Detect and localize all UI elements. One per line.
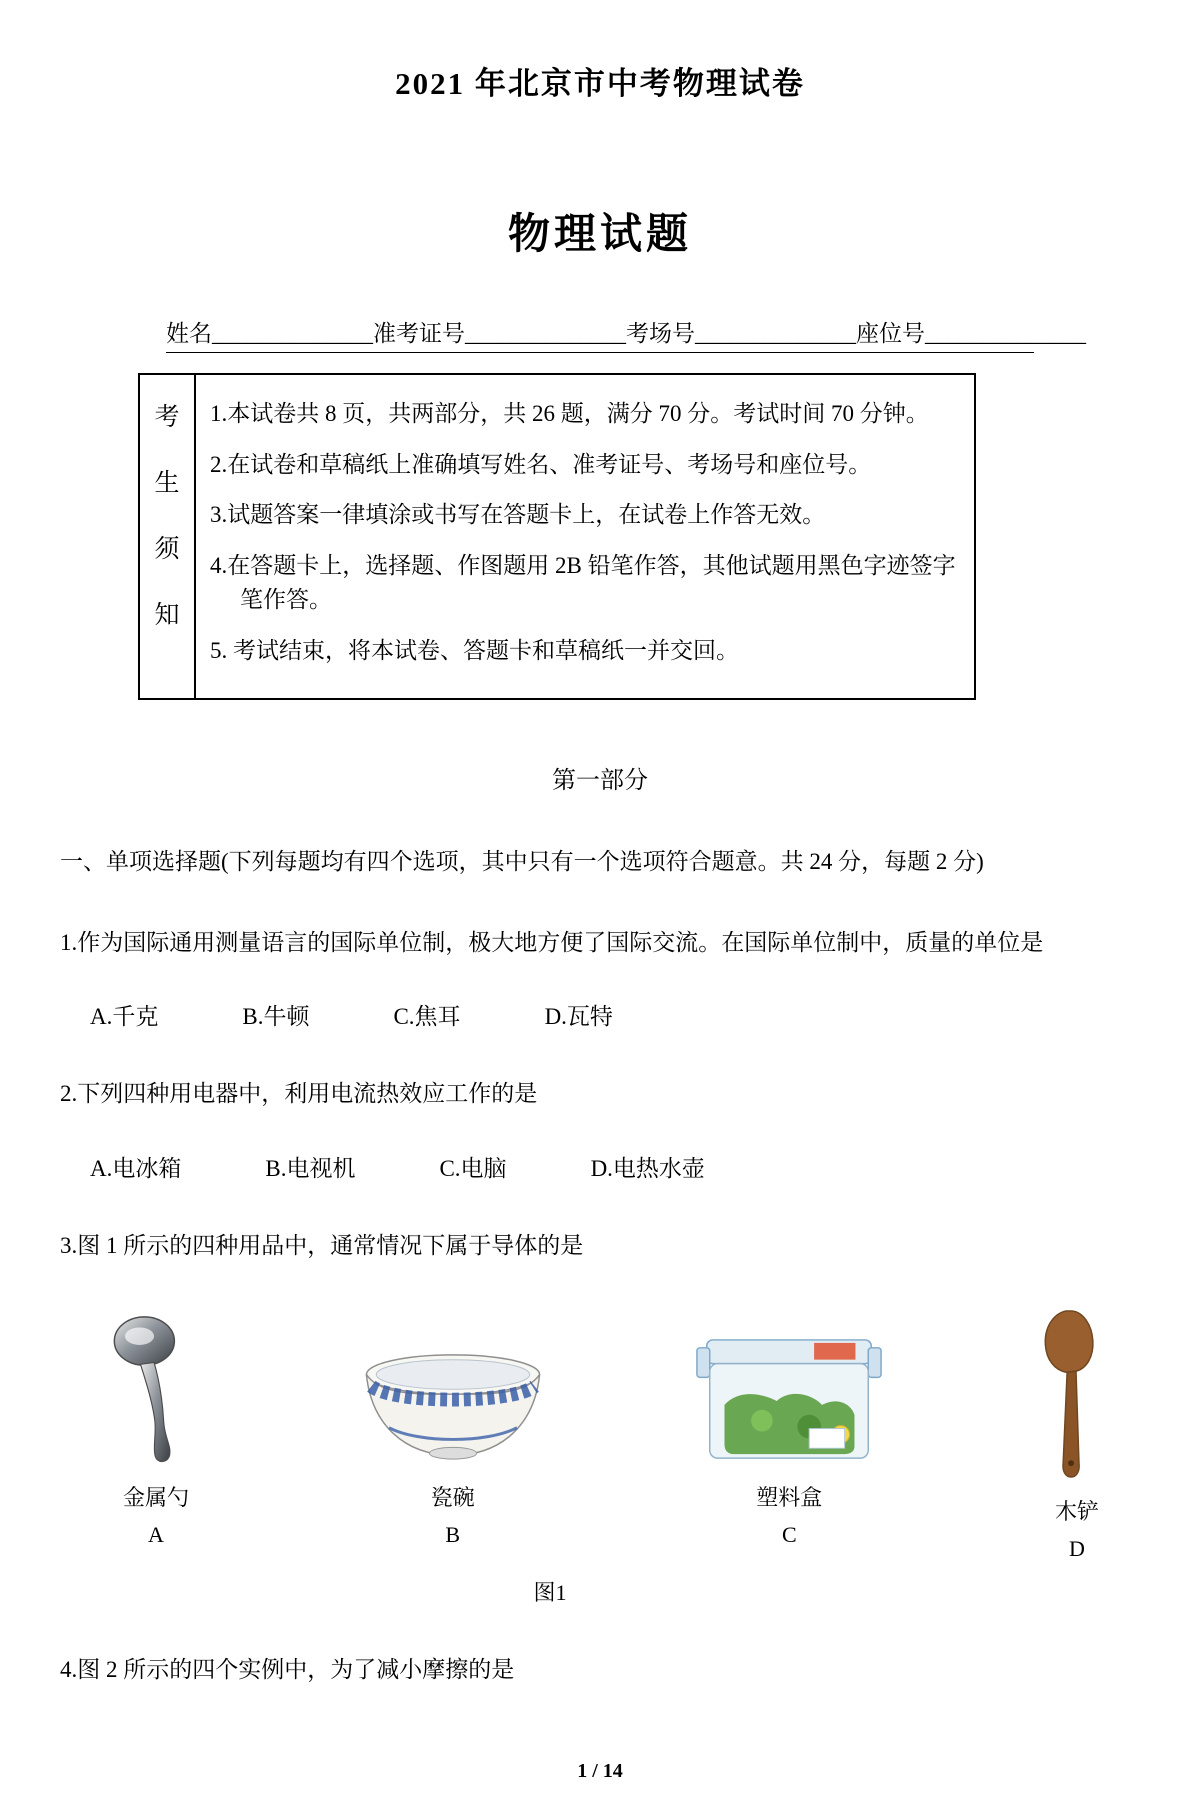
- doc-title: 2021 年北京市中考物理试卷: [395, 66, 805, 101]
- figure-item-label: 瓷碗: [430, 1485, 475, 1510]
- notice-side-label: [140, 375, 196, 698]
- room-blank: ______________: [695, 321, 856, 346]
- seat-blank: ______________: [925, 321, 1086, 346]
- figure-item-letter: D: [1069, 1536, 1085, 1561]
- porcelain-bowl-image: [359, 1299, 547, 1467]
- figure-item-label: 塑料盒: [756, 1485, 823, 1510]
- option-b: B.电视机: [265, 1155, 356, 1181]
- wooden-spatula-image: [1032, 1299, 1122, 1481]
- question-4-stem: 4.图 2 所示的四个实例中，为了减小摩擦的是: [60, 1657, 515, 1682]
- option-c: C.焦耳: [393, 1004, 461, 1029]
- notice-item: 5. 考试结束，将本试卷、答题卡和草稿纸一并交回。: [210, 637, 739, 663]
- part1-heading: 第一部分: [552, 768, 648, 794]
- plastic-box-image: [693, 1299, 885, 1467]
- figure-item-d: [1032, 1299, 1122, 1562]
- notice-side-char: 生: [154, 470, 180, 497]
- candidate-fields-row: [166, 315, 1086, 353]
- option-d: D.瓦特: [544, 1004, 613, 1029]
- option-d: D.电热水壶: [590, 1155, 705, 1181]
- room-field: [626, 315, 856, 348]
- notice-side-char: 考: [154, 404, 180, 431]
- question-2-options: [90, 1150, 1140, 1183]
- metal-spoon-icon: [100, 1312, 212, 1467]
- notice-item: 3.试题答案一律填涂或书写在答题卡上，在试卷上作答无效。: [210, 502, 826, 527]
- exam-id-blank: ______________: [465, 321, 626, 346]
- option-c: C.电脑: [439, 1155, 507, 1181]
- room-label: 考场号: [626, 321, 695, 346]
- figure-1-row: [100, 1299, 1122, 1562]
- notice-item: 4.在答题卡上，选择题、作图题用 2B 铅笔作答，其他试题用黑色字迹签字笔作答。: [210, 552, 956, 612]
- question-2-stem: 2.下列四种用电器中，利用电流热效应工作的是: [60, 1081, 538, 1106]
- option-b: B.牛顿: [242, 1004, 310, 1029]
- notice-box: [138, 373, 976, 700]
- option-a: A.电冰箱: [90, 1155, 182, 1181]
- wooden-spatula-icon: [1032, 1305, 1122, 1481]
- option-a: A.千克: [90, 1004, 159, 1029]
- question-1-stem: 1.作为国际通用测量语言的国际单位制，极大地方便了国际交流。在国际单位制中，质量的单位是: [60, 929, 1044, 955]
- question-3-stem: 3.图 1 所示的四种用品中，通常情况下属于导体的是: [60, 1232, 584, 1258]
- question-1-options: [90, 998, 1140, 1031]
- figure-item-label: 金属勺: [122, 1485, 189, 1510]
- doc-subtitle: 物理试题: [507, 212, 692, 258]
- metal-spoon-image: [100, 1299, 212, 1467]
- page-number: 1 / 14: [577, 1759, 623, 1782]
- figure-item-letter: B: [445, 1522, 460, 1547]
- notice-side-char: 须: [154, 536, 180, 563]
- plastic-box-icon: [693, 1334, 885, 1467]
- section-title: 一、单项选择题(下列每题均有四个选项，其中只有一个选项符合题意。共 24 分，每题 2 分): [60, 849, 984, 874]
- exam-id-field: [373, 315, 626, 348]
- figure-item-b: [359, 1299, 547, 1562]
- seat-label: 座位号: [856, 321, 925, 346]
- porcelain-bowl-icon: [359, 1345, 547, 1467]
- figure-item-letter: A: [148, 1522, 164, 1547]
- figure-1-caption: 图1: [533, 1580, 567, 1605]
- figure-item-letter: C: [781, 1522, 797, 1547]
- notice-items: [196, 375, 974, 698]
- name-blank: ______________: [212, 321, 373, 346]
- name-field: [166, 315, 373, 348]
- figure-item-a: [100, 1299, 212, 1562]
- figure-item-c: [693, 1299, 885, 1562]
- name-label: 姓名: [166, 321, 212, 346]
- exam-id-label: 准考证号: [373, 321, 465, 346]
- seat-field: [856, 315, 1086, 348]
- notice-item: 2.在试卷和草稿纸上准确填写姓名、准考证号、考场号和座位号。: [210, 451, 872, 477]
- notice-side-char: 知: [154, 602, 180, 629]
- figure-item-label: 木铲: [1054, 1499, 1099, 1524]
- notice-item: 1.本试卷共 8 页，共两部分，共 26 题，满分 70 分。考试时间 70 分钟。: [210, 401, 929, 426]
